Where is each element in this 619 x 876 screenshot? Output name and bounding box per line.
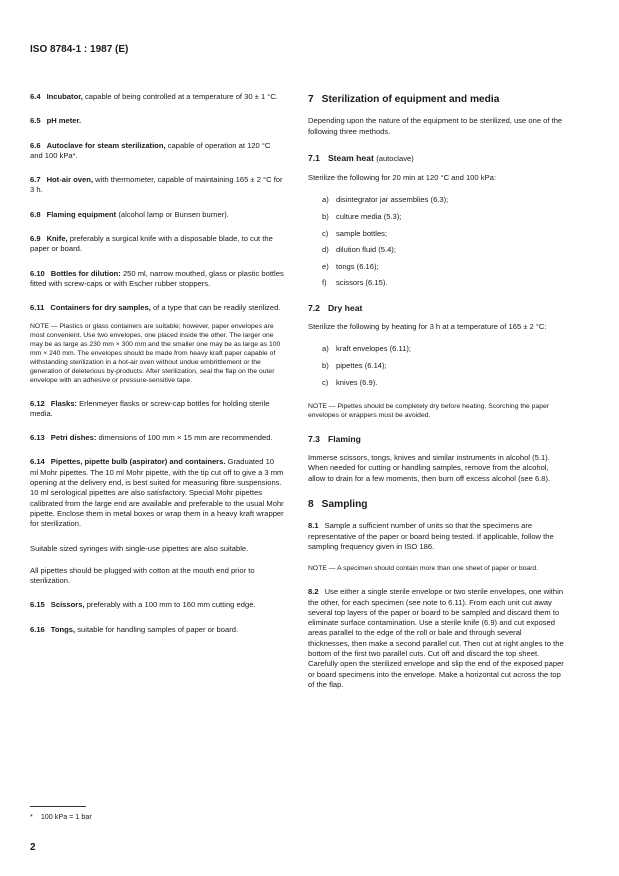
clause-term: Hot-air oven, — [46, 175, 93, 185]
note-6-11: NOTE — Plastics or glass containers are suitable; however, paper envelopes are most convenient. Use two envelopes, one placed inside the other. The larger one may be as large as 230 mm × 300 mm and the smaller one may be as large as 100 mm × 240 mm. The envelopes should be made from heavy kraft paper capable of withstanding sterilization in a hot-air oven without undue embrittlement or the generation of deleterious by-products. After sterilization, seal the flap on the outer envelope with an adhesive or pressure-sensitive tape. — [30, 322, 281, 384]
clause-6-9 — [30, 234, 284, 255]
list-item — [322, 212, 564, 222]
clause-text: of a type that can be readily sterilized. — [152, 303, 281, 313]
list-text: scissors (6.15). — [336, 278, 388, 288]
footnote-separator — [30, 806, 86, 807]
clause-number: 6.9 — [30, 234, 41, 244]
clause-number: 6.14 — [30, 457, 45, 467]
list-text: sample bottles; — [336, 228, 388, 238]
section-number: 7 — [308, 94, 314, 105]
clause-text: Sample a sufficient number of units so that the specimens are representative of the paper or board being tested. If applicable, follow the sampling frequency given in ISO 186. — [308, 521, 554, 551]
clause-number: 6.5 — [30, 116, 41, 126]
list-item — [322, 344, 564, 354]
clause-text: Use either a single sterile envelope or two sterile envelopes, one within the other, for each specimen (see note to 6.11). From each unit cut away several top layers of the paper or board to be sampled and discard them to eliminate surface contamination. Use a sterile knife (6.9) and cut exposed areas parallel to the edge of the roll or bale and through several thicknesses, then make a second parallel cut. Then cut at right angles to the bottom of the first two parallel cuts. Cut off and discard the top sheet. Carefully open the sterilized envelope and slip the end of the exposed paper or board specimens into the envelope. Make a horizontal cut across the top of the flap. — [308, 587, 564, 689]
list-label: a) — [322, 195, 329, 205]
list-text: pipettes (6.14); — [336, 360, 387, 370]
clause-number: 6.10 — [30, 268, 45, 278]
list-label: e) — [322, 261, 329, 271]
list-text: knives (6.9). — [336, 377, 378, 387]
paragraph-pipettes-plugged: All pipettes should be plugged with cotton at the mouth end prior to sterilization. — [30, 565, 255, 586]
subsection-title: Flaming — [327, 433, 361, 444]
clause-term: Tongs, — [50, 624, 76, 634]
section-title: Sampling — [321, 499, 368, 511]
subsection-7-2-lead: Sterilize the following by heating for 3 h at a temperature of 165 ± 2 °C: — [308, 322, 547, 332]
document-header: ISO 8784-1 : 1987 (E) — [30, 44, 129, 55]
list-label: a) — [322, 344, 329, 354]
list-label: b) — [322, 212, 329, 222]
clause-6-14 — [30, 457, 284, 529]
clause-text: Graduated 10 ml Mohr pipettes. The 10 ml Mohr pipette, with the tip cut off to give a 3 mm opening at the delivery end, is best suited for measuring fibre suspensions. 10 ml serological pipettes are also satisfactory. Special Mohr pipettes calibrated from the large end are available and preferable to the usual Mohr pipette. Enclose them in metal boxes or wrap them in a heavy kraft wrapper for sterilization. — [30, 457, 284, 529]
clause-6-4 — [30, 92, 284, 102]
clause-text: preferably a surgical knife with a disposable blade, to cut the paper or board. — [30, 234, 273, 254]
subsection-title: Dry heat — [327, 302, 363, 313]
footnote-text: 100 kPa = 1 bar — [40, 812, 92, 821]
subsection-qualifier: (autoclave) — [376, 153, 414, 163]
note-8-1: NOTE — A specimen should contain more than one sheet of paper or board. — [308, 565, 539, 573]
clause-6-11 — [30, 303, 284, 313]
clause-number: 6.4 — [30, 92, 41, 101]
dry-heat-list — [308, 344, 564, 387]
section-8-heading — [308, 500, 564, 510]
list-item — [322, 245, 564, 255]
clause-6-8 — [30, 210, 284, 220]
clause-term: Petri dishes: — [50, 433, 97, 443]
footnote-mark: * — [30, 812, 33, 821]
clause-number: 6.11 — [30, 303, 45, 313]
subsection-7-1-lead: Sterilize the following for 20 min at 120 °C and 100 kPa: — [308, 173, 496, 183]
list-item — [322, 378, 564, 388]
list-text: dilution fluid (5.4); — [336, 245, 396, 255]
section-number: 8 — [308, 499, 314, 511]
paragraph-syringes: Suitable sized syringes with single-use pipettes are also suitable. — [30, 543, 249, 553]
section-7-heading — [308, 95, 564, 105]
list-label: d) — [322, 245, 329, 255]
list-label: b) — [322, 360, 329, 370]
clause-term: Scissors, — [50, 600, 85, 610]
clause-text: capable of being controlled at a temperature of 30 ± 1 °C. — [84, 92, 278, 101]
clause-term: pH meter. — [46, 116, 82, 126]
clause-number: 6.8 — [30, 209, 41, 219]
clause-6-15 — [30, 600, 284, 610]
subsection-7-3-text: Immerse scissors, tongs, knives and similar instruments in alcohol (5.1). When needed for cutting or handling samples, remove from the alcohol, allow to drain for a few moments, then burn off excess alcohol (see 6.8). — [308, 453, 551, 483]
clause-term: Pipettes, pipette bulb (aspirator) and containers. — [50, 457, 226, 467]
clause-6-10 — [30, 269, 284, 290]
clause-term: Flaming equipment — [46, 209, 117, 219]
clause-6-5 — [30, 116, 284, 126]
clause-number: 6.16 — [30, 624, 45, 634]
clause-term: Containers for dry samples, — [50, 303, 151, 313]
list-text: disintegrator jar assemblies (6.3); — [336, 195, 449, 205]
clause-6-13 — [30, 433, 284, 443]
clause-number: 8.2 — [308, 587, 319, 597]
note-7-2: NOTE — Pipettes should be completely dry before heating. Scorching the paper envelopes or wrappers must be avoided. — [308, 402, 550, 419]
section-title: Sterilization of equipment and media — [321, 94, 500, 105]
clause-number: 6.15 — [30, 600, 45, 610]
clause-6-16 — [30, 625, 284, 635]
subsection-number: 7.2 — [308, 302, 320, 313]
clause-term: Flasks: — [50, 398, 77, 408]
clause-8-1 — [308, 521, 564, 552]
subsection-7-3-heading — [308, 434, 564, 444]
list-label: c) — [322, 377, 329, 387]
list-label: f) — [322, 278, 327, 288]
clause-number: 6.13 — [30, 433, 45, 443]
clause-term: Bottles for dilution: — [50, 268, 121, 278]
steam-heat-list — [308, 195, 564, 288]
list-item — [322, 361, 564, 371]
clause-text: with thermometer, capable of maintaining 165 ± 2 °C for 3 h. — [30, 175, 283, 195]
section-7-intro: Depending upon the nature of the equipment to be sterilized, use one of the following three methods. — [308, 116, 563, 136]
list-text: kraft envelopes (6.11); — [336, 344, 411, 354]
list-item — [322, 278, 564, 288]
list-item — [322, 262, 564, 272]
clause-number: 6.7 — [30, 175, 41, 185]
subsection-7-2-heading — [308, 303, 564, 313]
clause-text: dimensions of 100 mm × 15 mm are recommended. — [98, 433, 273, 443]
clause-number: 6.6 — [30, 140, 41, 150]
subsection-title: Steam heat — [327, 152, 374, 163]
clause-text: (alcohol lamp or Bunsen burner). — [118, 209, 229, 219]
clause-6-7 — [30, 175, 284, 196]
list-text: tongs (6.16); — [336, 261, 379, 271]
clause-text: 250 ml, narrow mouthed, glass or plastic bottles fitted with screw-caps or with Escher rubber stoppers. — [30, 268, 284, 288]
clause-6-12 — [30, 399, 284, 420]
clause-text: capable of operation at 120 °C and 100 kPa*. — [30, 140, 271, 160]
subsection-number: 7.1 — [308, 152, 320, 163]
subsection-7-1-heading — [308, 153, 564, 164]
list-label: c) — [322, 228, 329, 238]
clause-6-6 — [30, 141, 284, 162]
clause-8-2 — [308, 587, 564, 690]
clause-term: Knife, — [46, 234, 68, 244]
clause-text: Erlenmeyer flasks or screw-cap bottles for holding sterile media. — [30, 398, 270, 418]
list-text: culture media (5.3); — [336, 212, 402, 222]
clause-term: Autoclave for steam sterilization, — [46, 140, 166, 150]
clause-number: 6.12 — [30, 398, 45, 408]
right-column — [308, 95, 564, 702]
clause-term: Incubator, — [46, 92, 83, 101]
left-column — [30, 92, 284, 649]
footnote — [30, 812, 92, 821]
page-number: 2 — [30, 842, 36, 853]
clause-number: 8.1 — [308, 521, 319, 531]
clause-text: preferably with a 100 mm to 160 mm cutting edge. — [86, 600, 256, 610]
list-item — [322, 229, 564, 239]
subsection-number: 7.3 — [308, 433, 320, 444]
list-item — [322, 195, 564, 205]
clause-text: suitable for handling samples of paper or board. — [77, 624, 239, 634]
